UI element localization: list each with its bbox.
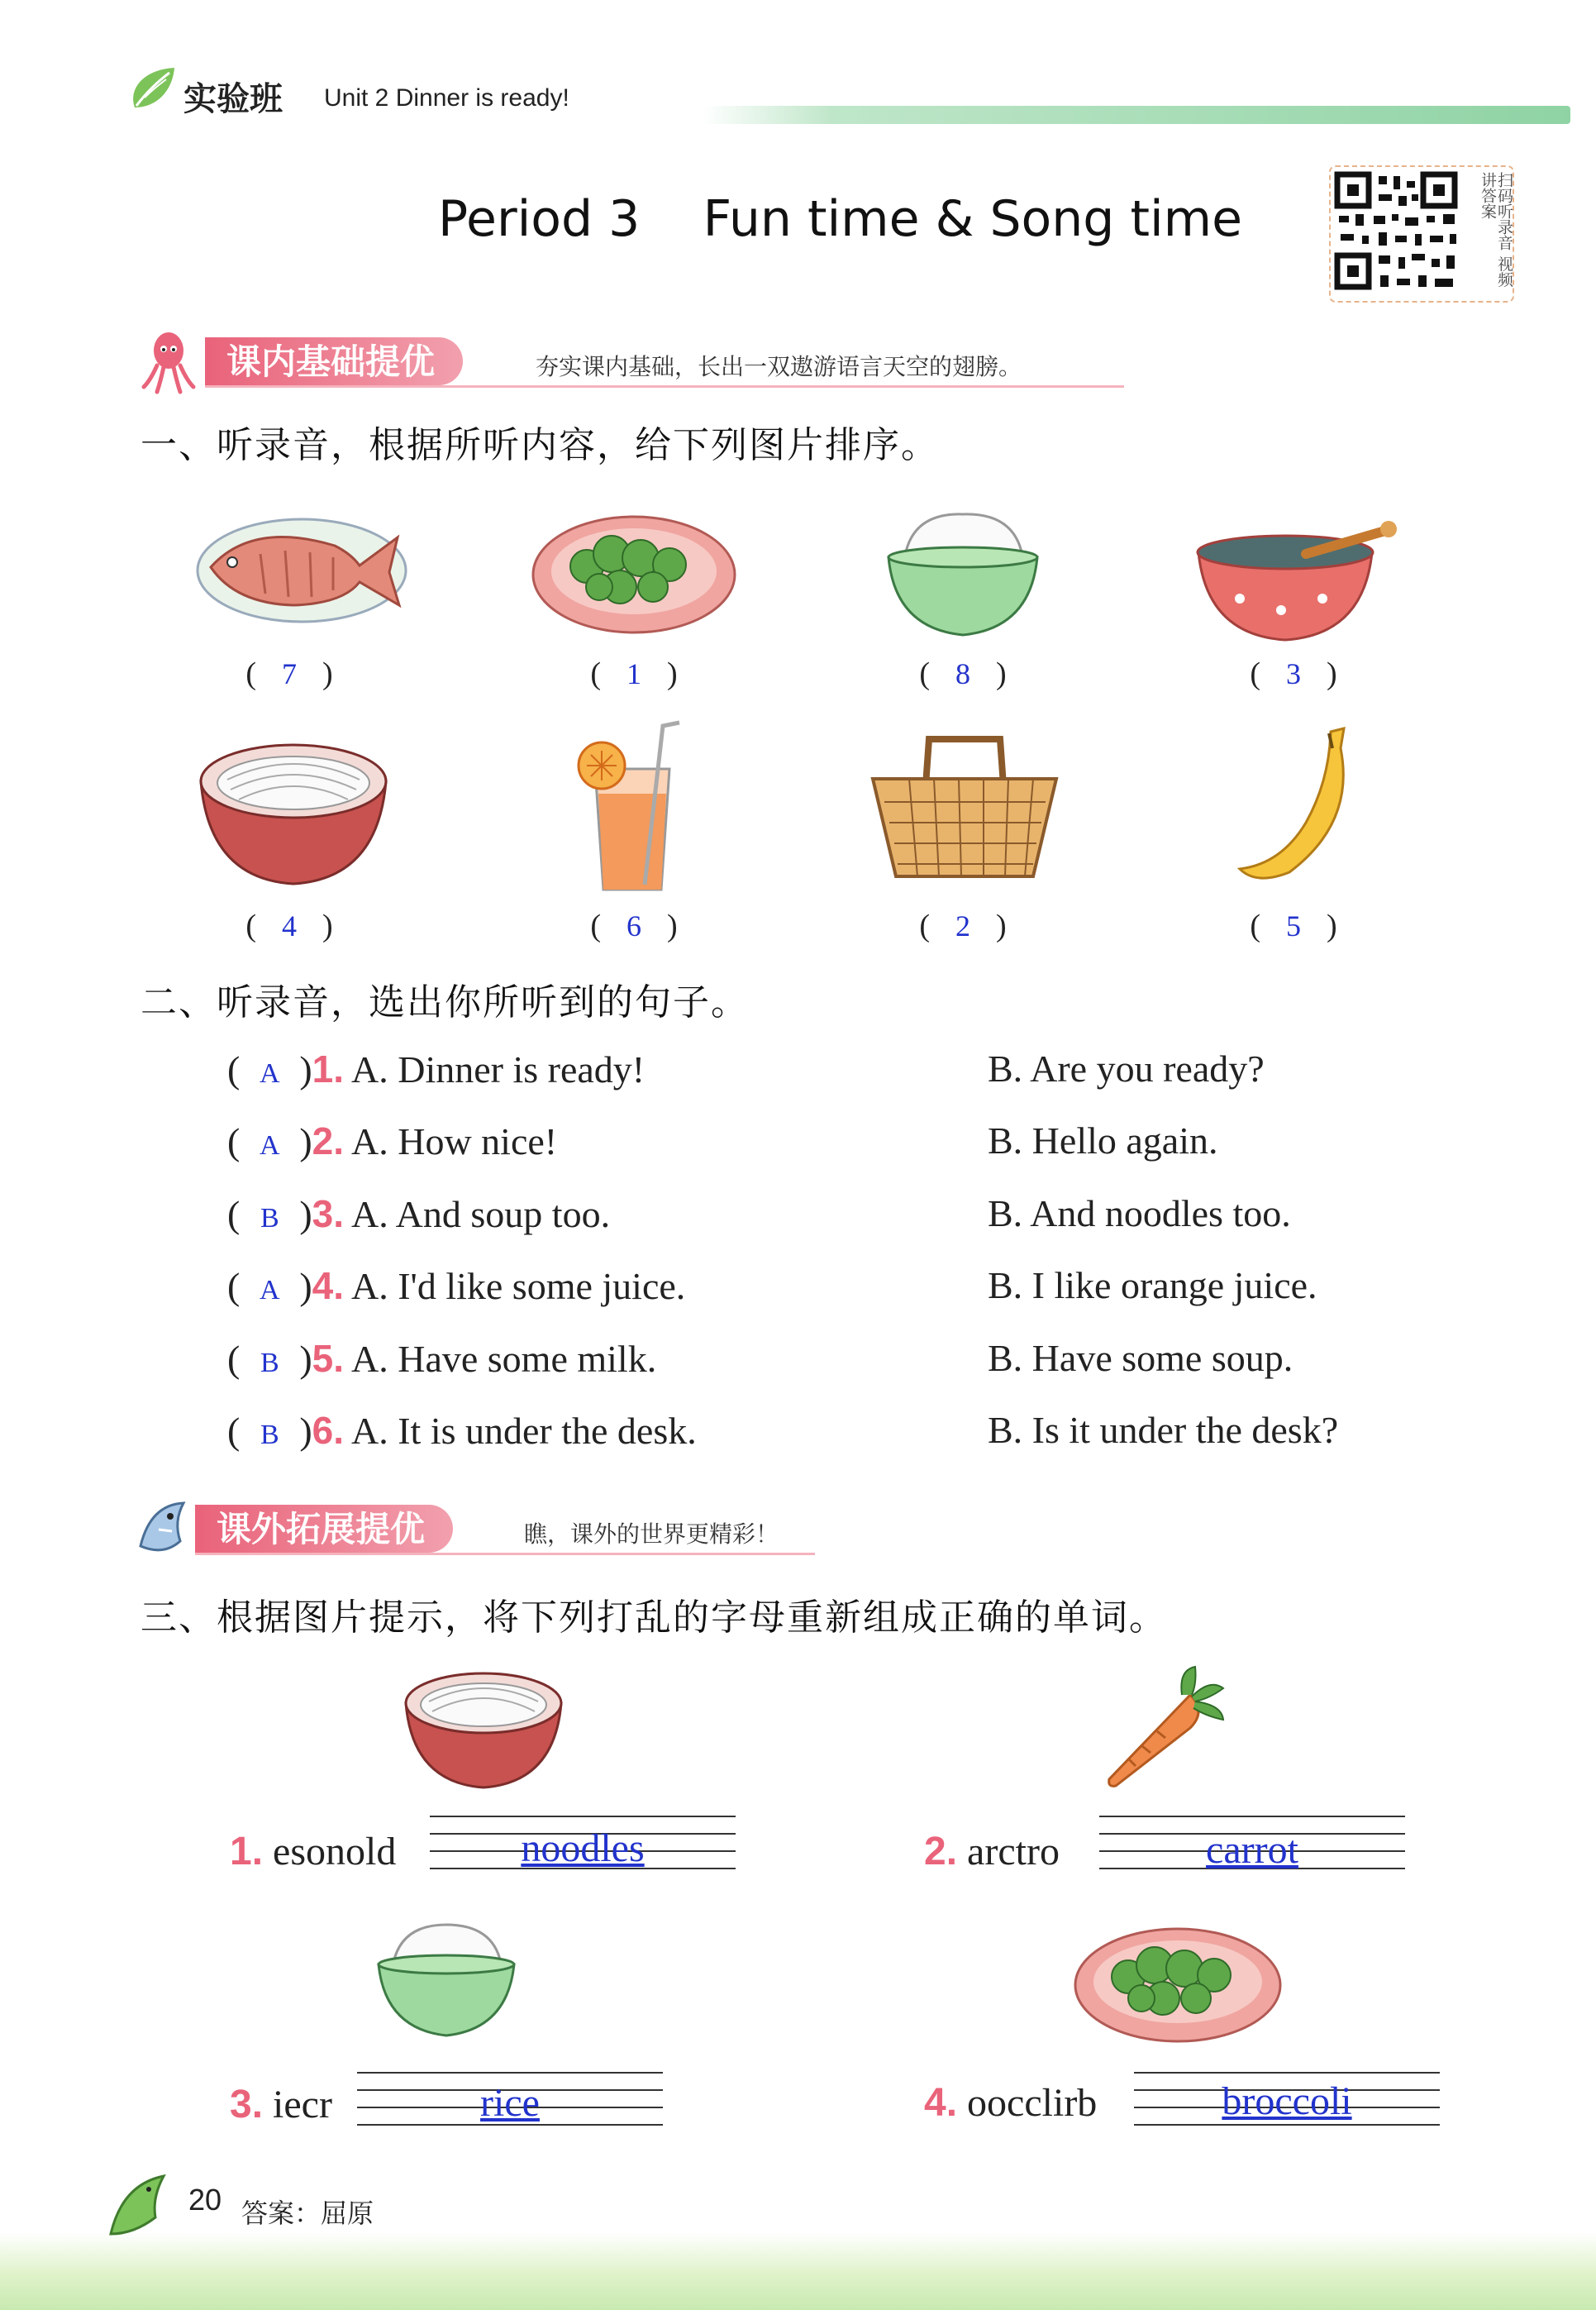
section-divider [195,1553,815,1555]
option-a[interactable]: A. I'd like some juice. [351,1265,686,1307]
question-number: 5. [312,1337,345,1380]
choice-answer[interactable]: B [260,1420,279,1450]
scrambled-word: esonold [273,1830,397,1873]
fish-icon [194,504,409,628]
answer-paren[interactable]: ( 7 ) [245,656,333,691]
shark-mascot-icon [134,1496,193,1563]
part2-title: 二、听录音，选出你所听到的句子。 [141,981,749,1024]
footer-band [0,2232,1596,2310]
scrambled-word: iecr [273,2083,332,2126]
order-answer: 1 [626,657,641,690]
part1-title: 一、听录音，根据所听内容，给下列图片排序。 [141,424,939,466]
page-number: 20 [188,2183,222,2217]
question-row: ( B )3. A. And soup too. [227,1192,611,1235]
answer-paren[interactable]: ( 3 ) [1250,656,1337,691]
item-number: 3. [230,2083,264,2126]
part3-title: 三、根据图片提示，将下列打乱的字母重新组成正确的单词。 [141,1596,1167,1639]
answer-paren[interactable]: ( 1 ) [590,656,678,691]
question-row: ( A )1. A. Dinner is ready! [227,1048,646,1091]
qr-code-icon[interactable] [1332,169,1465,294]
option-b[interactable]: B. Hello again. [988,1119,1218,1162]
question-number: 2. [312,1119,345,1162]
noodles-bowl-icon [401,1662,566,1790]
order-answer: 4 [282,909,297,943]
order-answer: 5 [1286,909,1301,943]
broccoli-plate-icon [1070,1922,1285,2046]
answer-paren[interactable]: ( 8 ) [919,656,1007,691]
option-a[interactable]: A. Dinner is ready! [351,1048,646,1091]
section-note: 夯实课内基础，长出一双遨游语言天空的翅膀。 [536,353,1022,380]
question-number: 3. [312,1192,345,1235]
word-item [230,1829,396,1874]
word-item [924,2080,1097,2126]
broccoli-plate-icon [529,508,740,637]
choice-answer[interactable]: B [260,1348,279,1378]
answer-paren[interactable]: ( 6 ) [590,909,678,943]
option-a[interactable]: A. It is under the desk. [351,1410,697,1452]
banana-icon [1232,723,1355,885]
question-number: 4. [312,1264,345,1307]
brand-title: 实验班 [183,80,283,118]
option-b[interactable]: B. Is it under the desk? [988,1409,1339,1451]
section-banner-basic: 课内基础提优 [205,337,463,385]
scrambled-word: oocclirb [967,2081,1098,2125]
dolphin-icon [106,2168,172,2242]
juice-glass-icon [570,719,694,897]
question-row: ( A )4. A. I'd like some juice. [227,1264,686,1307]
section-note: 瞧，课外的世界更精彩！ [524,1520,779,1548]
soup-bowl-icon [1190,519,1413,643]
answer-paren[interactable]: ( 4 ) [245,909,333,943]
question-row: ( B )5. A. Have some milk. [227,1337,657,1380]
word-item [924,1829,1060,1874]
order-answer: 7 [282,657,297,690]
question-number: 1. [312,1048,345,1091]
option-b[interactable]: B. And noodles too. [988,1192,1291,1234]
carrot-icon [1099,1662,1232,1794]
answer-label: 答案：屈原 [241,2198,374,2229]
section-banner-extended: 课外拓展提优 [195,1505,453,1553]
word-answer[interactable]: noodles [521,1826,645,1870]
scrambled-word: arctro [967,1830,1060,1873]
order-answer: 2 [955,909,970,943]
qr-caption: 扫码听录音 视频讲答案 [1479,172,1513,288]
choice-answer[interactable]: A [260,1275,280,1305]
leaf-logo-icon [128,64,179,112]
order-answer: 6 [626,909,641,943]
option-a[interactable]: A. How nice! [351,1120,558,1162]
answer-paren[interactable]: ( 5 ) [1250,909,1337,943]
header-bar [703,106,1570,124]
question-row: ( B )6. A. It is under the desk. [227,1409,697,1452]
noodles-bowl-icon [194,732,393,889]
answer-paren[interactable]: ( 2 ) [919,909,1007,943]
option-a[interactable]: A. And soup too. [351,1193,611,1235]
choice-answer[interactable]: A [260,1058,280,1089]
rice-bowl-icon [372,1916,521,2040]
item-number: 1. [230,1830,264,1873]
order-answer: 3 [1286,657,1301,690]
item-number: 4. [924,2081,958,2125]
question-row: ( A )2. A. How nice! [227,1119,558,1162]
option-b[interactable]: B. Are you ready? [988,1048,1265,1090]
word-answer[interactable]: broccoli [1222,2079,1352,2123]
page-title: Period 3 Fun time & Song time [438,190,1243,248]
word-answer[interactable]: rice [480,2081,540,2125]
choice-answer[interactable]: B [260,1203,279,1234]
order-answer: 8 [955,657,970,690]
section-divider [205,385,1124,388]
basket-icon [868,728,1062,881]
word-item [230,2082,332,2127]
question-number: 6. [312,1409,345,1452]
unit-title: Unit 2 Dinner is ready! [324,84,569,112]
word-answer[interactable]: carrot [1206,1828,1298,1872]
option-b[interactable]: B. I like orange juice. [988,1264,1317,1306]
item-number: 2. [924,1830,958,1873]
option-b[interactable]: B. Have some soup. [988,1337,1293,1379]
choice-answer[interactable]: A [260,1130,280,1161]
rice-bowl-icon [880,504,1046,645]
option-a[interactable]: A. Have some milk. [351,1338,657,1380]
squid-mascot-icon [139,329,198,395]
